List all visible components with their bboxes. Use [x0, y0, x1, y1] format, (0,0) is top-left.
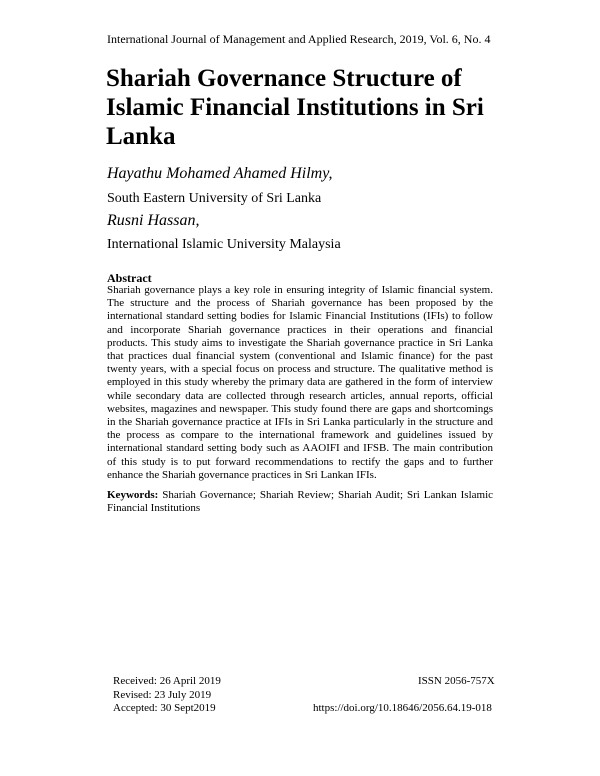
- doi-link[interactable]: https://doi.org/10.18646/2056.64.19-018: [313, 702, 492, 714]
- title-line: Shariah Governance Structure of: [106, 65, 462, 92]
- author-affiliation: South Eastern University of Sri Lanka: [107, 191, 322, 206]
- journal-header: International Journal of Management and Applied Research, 2019, Vol. 6, No. 4: [107, 32, 491, 46]
- received-date: Received: 26 April 2019: [113, 675, 221, 687]
- abstract-text: Shariah governance plays a key role in ensuring integrity of Islamic financial system. The structure and the process of Shariah governance has been proposed by the international standard setting bodies for Islamic Financial Institutions (IFIs) to follow and incorporate Shariah governance practices in their operations and financial products. This study aims to investigate the Shariah governance practice in Sri Lanka that practices dual financial system (conventional and Islamic finance) for the past twenty years, with a special focus on process and structure. The qualitative method is employed in this study whereby the primary data are gathered in the form of interview while secondary data are collected through research articles, annual reports, official websites, magazines and newspaper. This study found there are gaps and shortcomings in the Shariah governance practice at IFIs in Sri Lanka particularly in the structure and the process as compare to the international framework and guidelines issued by international standard setting body such as AAOIFI and IFSB. The main contribution of this study is to put forward recommendations to rectify the gaps and to further enhance the Shariah governance practices in Sri Lankan IFIs.: [107, 284, 493, 481]
- accepted-date: Accepted: 30 Sept2019: [113, 702, 216, 714]
- abstract-heading: Abstract: [107, 271, 152, 285]
- title-line: Islamic Financial Institutions in Sri: [106, 94, 484, 121]
- keywords-label: Keywords:: [107, 489, 159, 501]
- keywords: [107, 489, 493, 515]
- keywords-text: Shariah Governance; Shariah Review; Shariah Audit; Sri Lankan Islamic Financial Institutions: [107, 489, 494, 515]
- author-name: Hayathu Mohamed Ahamed Hilmy,: [107, 165, 333, 182]
- revised-date: Revised: 23 July 2019: [113, 688, 212, 701]
- author-affiliation: International Islamic University Malaysia: [107, 237, 341, 252]
- submission-dates: [113, 675, 221, 716]
- paper-title: [106, 64, 506, 151]
- issn: ISSN 2056-757X: [418, 675, 495, 687]
- title-line: Lanka: [106, 123, 176, 150]
- author-name: Rusni Hassan,: [107, 212, 200, 229]
